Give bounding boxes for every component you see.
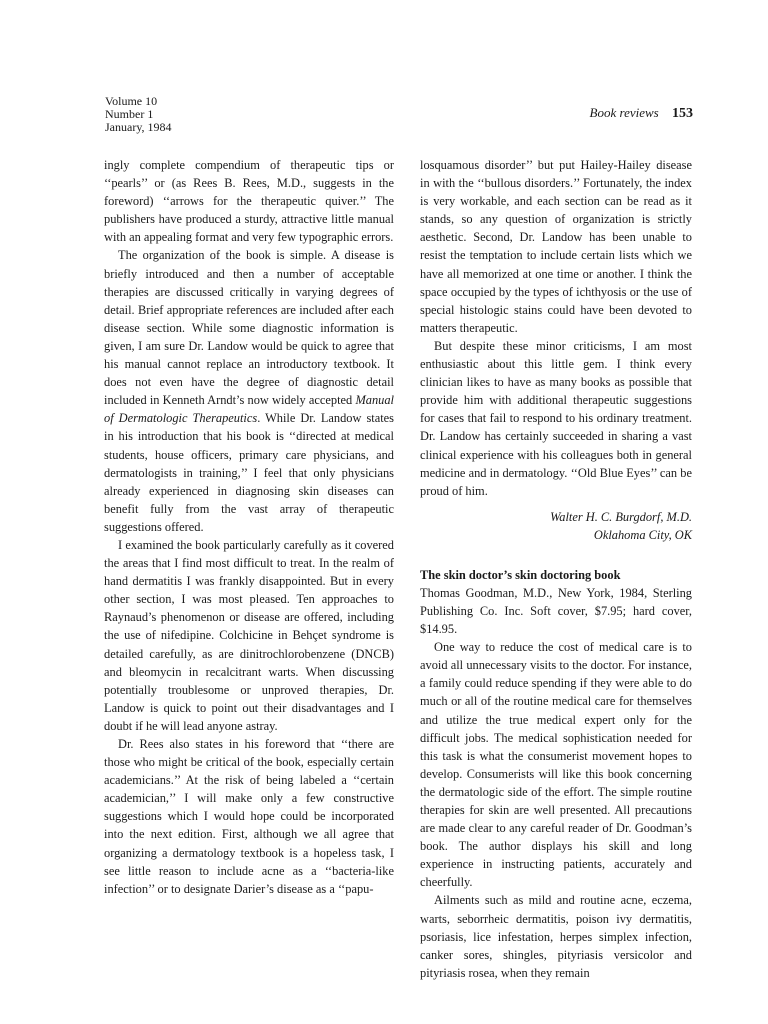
running-head	[590, 105, 693, 122]
paragraph	[104, 246, 394, 536]
paragraph: Ailments such as mild and routine acne, eczema, warts, seborrheic dermatitis, poison ivy dermatitis, psoriasis, lice infestation, herpes simplex infection, canker sores, shingles, pityriasis versicolor and pityriasis rosea, when they remain	[420, 893, 692, 980]
section-name: Book reviews	[589, 105, 659, 120]
paragraph: I examined the book particularly carefully as it covered the areas that I find most difficult to treat. In the realm of hand dermatitis I was frankly disappointed. But in every other section, I was most pleased. Ten approaches to Raynaud’s phenomenon or disease are offered, including the use of nifedipine. Colchicine in Behçet syndrome is detailed carefully, as are dinitrochlorobenzene (DNCB) and bleomycin in recalcitrant warts. When discussing potentially troublesome or unproved therapies, Dr. Landow is quick to point out their disadvantages and I doubt if he will lead anyone astray.	[104, 537, 394, 733]
book-title-reference: Manual of Dermatologic Therapeutics	[104, 393, 394, 426]
reviewer-name: Walter H. C. Burgdorf, M.D.	[550, 509, 692, 524]
paragraph: But despite these minor criticisms, I am most enthusiastic about this little gem. I think every clinician likes to have as many books as possible that provide him with additional therapeutic suggestions for cases that fail to respond to his ordinary treatment. Dr. Landow has certainly succeeded in sharing a vast clinical experience with his colleagues both in general medicine and in dermatology. ‘‘Old Blue Eyes’’ can be proud of him.	[420, 338, 692, 498]
paragraph: losquamous disorder’’ but put Hailey-Hailey disease in with the ‘‘bullous disorders.’’ Fortunately, the index is very workable, and each section can be read as it stands, so any question of organization is strictly aesthetic. Second, Dr. Landow has been unable to resist the temptation to include certain lists which we have all memorized at one time or another. I think the space occupied by the types of ichthyosis or the use of special histologic stains could have been devoted to matters therapeutic.	[420, 158, 692, 335]
paragraph-text: The organization of the book is simple. A disease is briefly introduced and then a number of acceptable therapies are discussed critically in varying degrees of detail. Brief appropriate references are included after each disease section. While some diagnostic information is given, I am sure Dr. Landow would be quick to agree that his manual cannot replace an introductory textbook. It does not even have the degree of diagnostic detail included in Kenneth Arndt’s now widely accepted	[104, 248, 394, 408]
right-column	[420, 156, 692, 982]
paragraph: ingly complete compendium of therapeutic tips or ‘‘pearls’’ or (as Rees B. Rees, M.D., suggests in the foreword) ‘‘arrows for the therapeutic quiver.’’ The publishers have produced a sturdy, attractive little manual with an appealing format and very few typographic errors.	[104, 158, 394, 245]
reviewer-signature	[420, 508, 692, 544]
left-column	[104, 156, 394, 898]
review-title: The skin doctor’s skin doctoring book	[420, 567, 621, 582]
journal-issue-info	[105, 95, 172, 134]
paragraph-text: . While Dr. Landow states in his introduction that his book is ‘‘directed at medical students, house officers, primary care physicians, and dermatologists in training,’’ I feel that only physicians already experienced in diagnosing skin diseases can benefit fully from the vast array of therapeutic suggestions offered.	[104, 411, 394, 534]
reviewer-location: Oklahoma City, OK	[593, 527, 692, 542]
page-number: 153	[672, 106, 693, 121]
paragraph: One way to reduce the cost of medical care is to avoid all unnecessary visits to the doctor. For instance, a family could reduce spending if they were able to do much or all of the routine medical care for themselves and utilize the true medical expert only for the difficult jobs. The medical sophistication needed for this task is what the consumerist movement hopes to develop. Consumerists will like this book concerning the dermatologic side of the effort. The simple routine therapies for skin are well presented. All precautions are made clear to any careful reader of Dr. Goodman’s book. The author displays his skill and long experience in instructing patients, accurately and cheerfully.	[420, 640, 692, 890]
review-bibliographic-info: Thomas Goodman, M.D., New York, 1984, Sterling Publishing Co. Inc. Soft cover, $7.95; hard cover, $14.95.	[420, 585, 692, 637]
volume-label: Volume 10	[105, 94, 158, 108]
date-label: January, 1984	[105, 120, 172, 134]
paragraph: Dr. Rees also states in his foreword that ‘‘there are those who might be critical of the book, especially certain academicians.’’ At the risk of being labeled a ‘‘certain academician,’’ I will make only a few constructive suggestions which I would hope could be incorporated into the next edition. First, although we all agree that organizing a dermatology textbook is a hopeless task, I see little reason to include acne as a ‘‘bacteria-like infection’’ or to designate Darier’s disease as a ‘‘papu-	[104, 737, 394, 896]
number-label: Number 1	[105, 107, 154, 121]
